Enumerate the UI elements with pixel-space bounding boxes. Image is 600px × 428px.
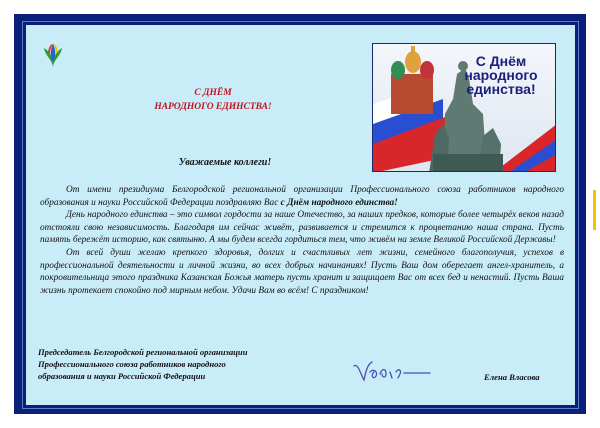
signer-name: Елена Власова — [484, 372, 540, 382]
paragraph-1-bold: с Днём народного единства! — [280, 197, 398, 208]
holiday-banner-image — [372, 43, 556, 172]
banner-line-2: народного — [464, 67, 538, 83]
banner-line-1: С Днём — [475, 53, 527, 69]
handwritten-signature — [352, 358, 432, 384]
paragraph-2: День народного единства – это символ гордости за наше Отечество, за наших предков, которые более четырёх веков назад отстояли свою независимость. Благодаря им сейчас живёт, развивается и стремится к процветанию наша страна. Пусть память бережёт историю, как святыню. А мы будем всегда гордиться тем, что живём на земле Великой Российской Державы! — [40, 210, 564, 246]
letter-title — [118, 86, 308, 114]
sign-line-3: образования и науки Российской Федерации — [38, 371, 206, 381]
title-line-2: НАРОДНОГО ЕДИНСТВА! — [154, 102, 272, 112]
banner-caption — [451, 54, 551, 96]
paragraph-1 — [40, 184, 564, 209]
title-line-1: С ДНЁМ — [194, 88, 232, 98]
greeting: Уважаемые коллеги! — [178, 157, 272, 168]
paragraph-3: От всей души желаю крепкого здоровья, долгих и счастливых лет жизни, семейного благополучия, успехов в профессиональной деятельности и личной жизни, во всех добрых начинаниях! Пусть Ваш дом оберегает ангел-хранитель, а покровительница этого праздника Казанская Божья матерь пусть хранит и защищает Вас от всех бед и ненастий. Пусть Ваша жизнь протекает спокойно под мирным небом. Удачи Вам во всём! С праздником! — [40, 247, 564, 296]
sign-line-1: Председатель Белгородской региональной организации — [38, 347, 248, 357]
banner-line-3: единства! — [466, 81, 536, 97]
letter-body — [40, 184, 564, 297]
scroll-marker — [593, 190, 596, 230]
signatory-title — [38, 346, 308, 382]
paragraph-1-text: От имени президиума Белгородской региональной организации Профессионального союза работников народного образования и науки Российской Федерации поздравляю Вас — [40, 185, 564, 208]
sign-line-2: Профессионального союза работников народного — [38, 359, 226, 369]
union-logo-icon — [42, 42, 64, 70]
